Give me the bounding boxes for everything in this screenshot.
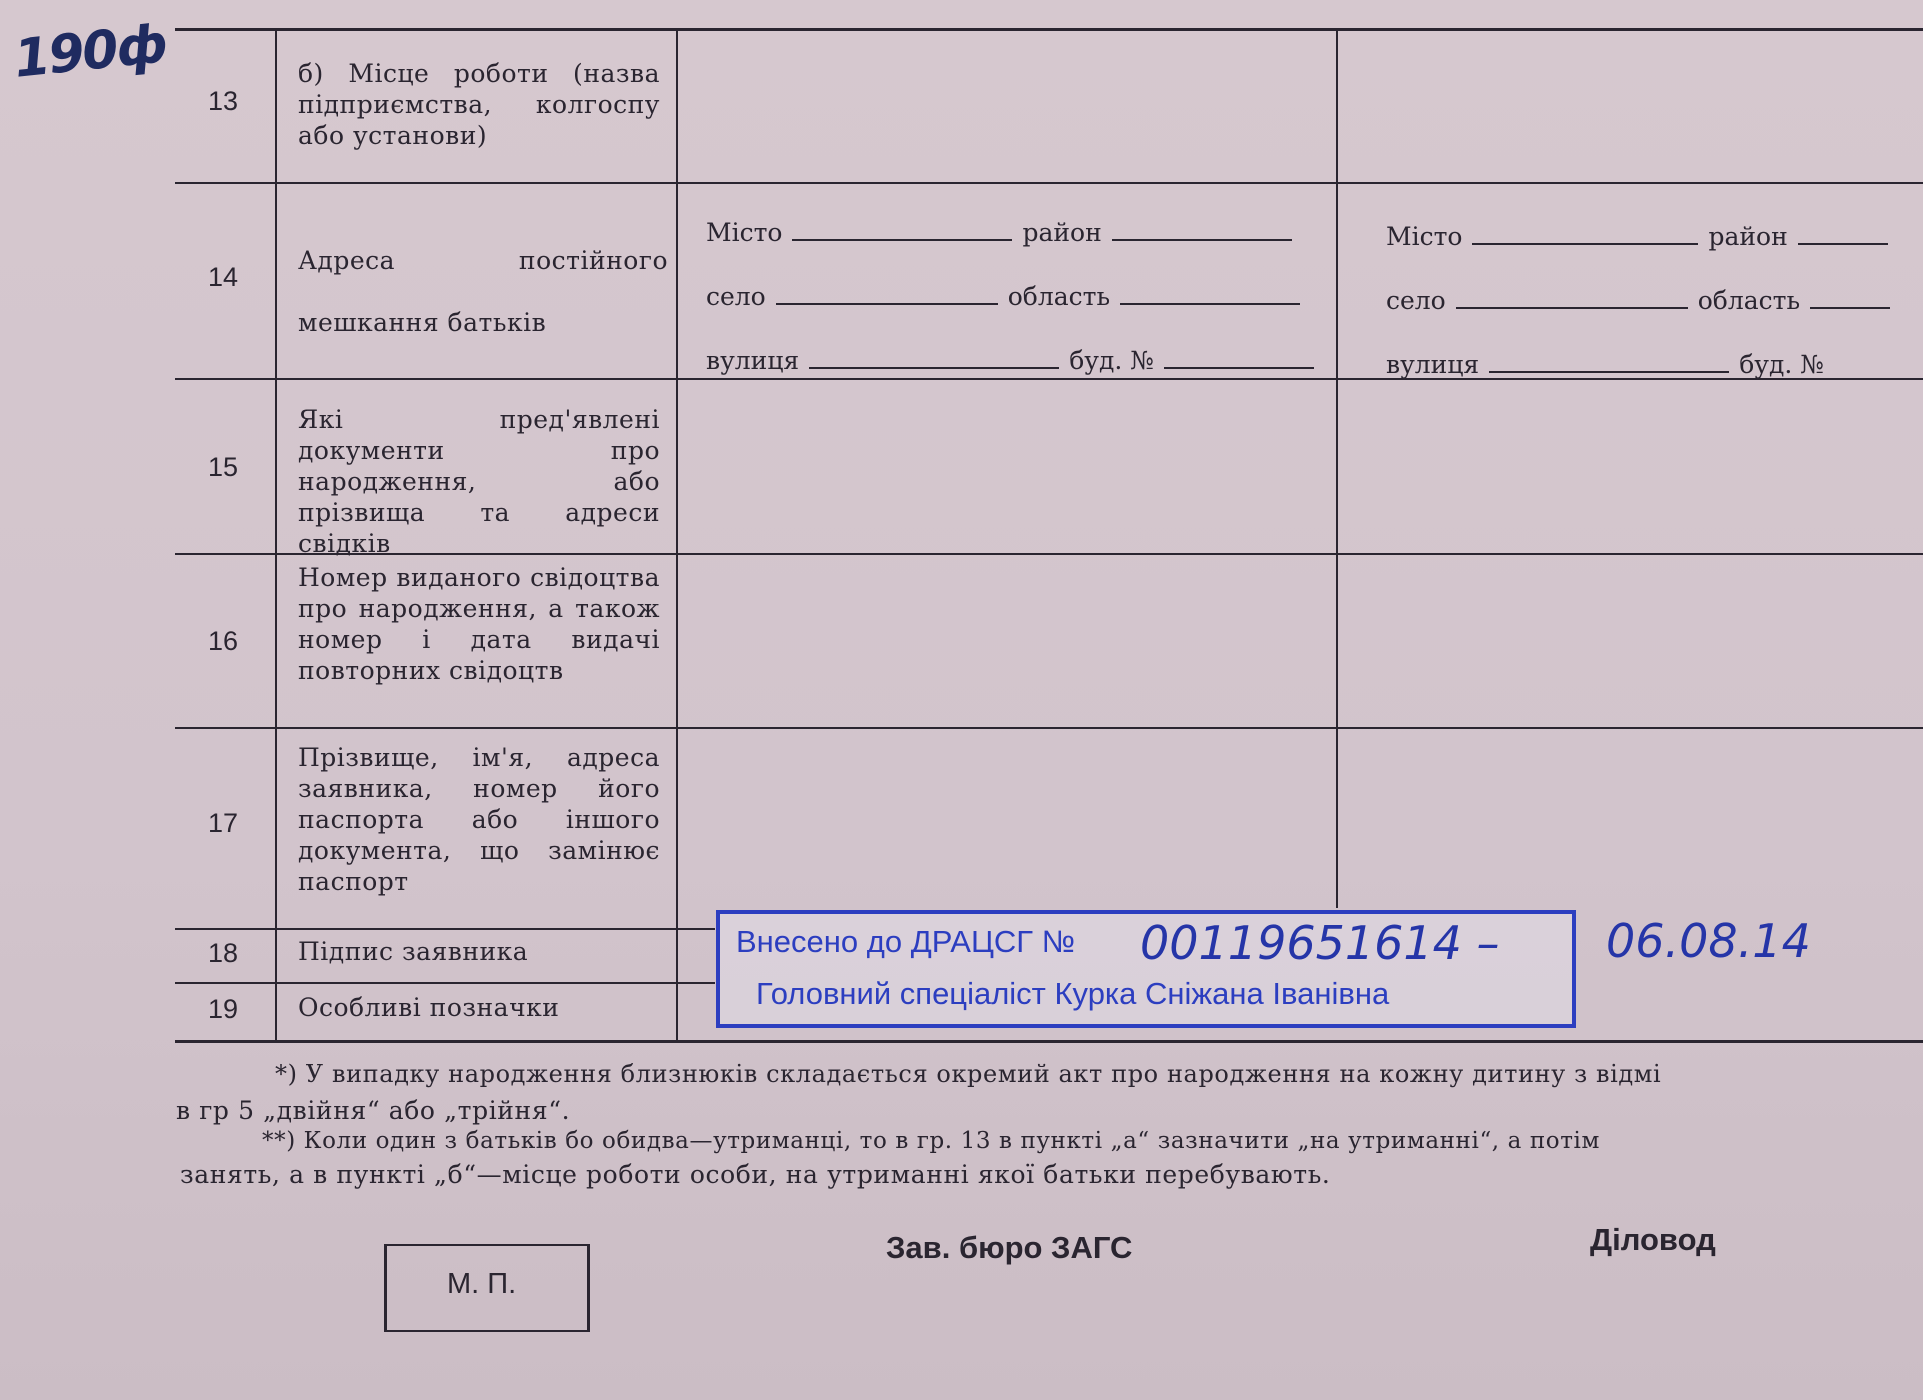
- footnote-2-line-2: занять, а в пункті „б“—місце роботи особи, на утриманні якої батьки перебувають.: [180, 1160, 1331, 1189]
- row-number-16: 16: [207, 626, 239, 656]
- row-number-19: 19: [207, 994, 239, 1024]
- village-line: [776, 301, 998, 305]
- city-line: [792, 237, 1012, 241]
- father-village-field: [706, 282, 1300, 311]
- clerk-signature-label: Діловод: [1590, 1222, 1716, 1257]
- father-city-field: [706, 218, 1292, 247]
- head-signature-label: Зав. бюро ЗАГС: [886, 1230, 1133, 1265]
- corner-annotation: 190ф: [11, 14, 169, 90]
- city-label: Місто: [706, 218, 783, 247]
- region-label: область: [1007, 282, 1111, 311]
- row-number-13: 13: [207, 86, 239, 116]
- village-label: село: [706, 282, 766, 311]
- house-label: буд. №: [1739, 350, 1824, 379]
- city-label: Місто: [1386, 222, 1463, 251]
- row-number-15: 15: [207, 452, 239, 482]
- seal-label: М. П.: [447, 1268, 517, 1300]
- village-label: село: [1386, 286, 1446, 315]
- house-label: буд. №: [1069, 346, 1154, 375]
- stamp-handwritten-date: 06.08.14: [1606, 914, 1811, 968]
- row-label-13: б) Місце роботи (назва підприємства, колгоспу або установи): [298, 59, 660, 150]
- col-divider-father-mother: [1336, 30, 1338, 908]
- footnote-1-line-2: в гр 5 „двійня“ або „трійня“.: [176, 1096, 571, 1125]
- seal-box: [384, 1244, 590, 1332]
- row-label-18: Підпис заявника: [298, 937, 529, 966]
- table-bottom-line: [175, 1040, 1923, 1043]
- row-divider-18-19: [175, 982, 715, 984]
- row-label-16: Номер виданого свідоцтва про народження, а також номер і дата видачі повторних свідоцтв: [298, 563, 660, 685]
- row-number-14: 14: [207, 262, 239, 292]
- house-line: [1164, 365, 1314, 369]
- table-top-line: [175, 28, 1923, 31]
- district-line: [1112, 237, 1292, 241]
- region-line: [1810, 305, 1890, 309]
- row-label-15: Які пред'явлені документи про народження, або прізвища та адреси свідків: [298, 405, 660, 558]
- district-label: район: [1022, 218, 1102, 247]
- row-divider-16-17: [175, 727, 1923, 729]
- region-line: [1120, 301, 1300, 305]
- row-number-17: 17: [207, 808, 239, 838]
- village-line: [1456, 305, 1688, 309]
- mother-street-field: [1386, 350, 1824, 379]
- region-label: область: [1697, 286, 1801, 315]
- district-label: район: [1708, 222, 1788, 251]
- row-label-14: Адреса постійного мешкання батьків: [298, 246, 668, 337]
- row-number-18: 18: [207, 938, 239, 968]
- district-line: [1798, 241, 1888, 245]
- row-divider-13-14: [175, 182, 1923, 184]
- footnote-2-line-1: **) Коли один з батьків бо обидва—утриманці, то в гр. 13 в пункті „а“ зазначити „на утриманні“, а потім: [262, 1128, 1600, 1154]
- city-line: [1472, 241, 1698, 245]
- street-line: [1489, 369, 1729, 373]
- stamp-handwritten-number: 00119651614 –: [1140, 916, 1500, 970]
- footnote-1-line-1: *) У випадку народження близнюків складається окремий акт про народження на кожну дитину з відмі: [275, 1060, 1662, 1088]
- street-line: [809, 365, 1059, 369]
- row-divider-17-18: [175, 928, 715, 930]
- father-street-field: [706, 346, 1314, 375]
- col-divider-label: [676, 30, 678, 1040]
- mother-city-field: [1386, 222, 1888, 251]
- stamp-line-2: Головний спеціаліст Курка Сніжана Іванівна: [756, 976, 1390, 1011]
- street-label: вулиця: [706, 346, 800, 375]
- col-divider-num: [275, 30, 277, 1040]
- stamp-line-1: Внесено до ДРАЦСГ №: [736, 924, 1075, 959]
- street-label: вулиця: [1386, 350, 1480, 379]
- row-label-19: Особливі позначки: [298, 993, 560, 1022]
- mother-village-field: [1386, 286, 1890, 315]
- row-label-17: Прізвище, ім'я, адреса заявника, номер його паспорта або іншого документа, що замінює паспорт: [298, 743, 660, 896]
